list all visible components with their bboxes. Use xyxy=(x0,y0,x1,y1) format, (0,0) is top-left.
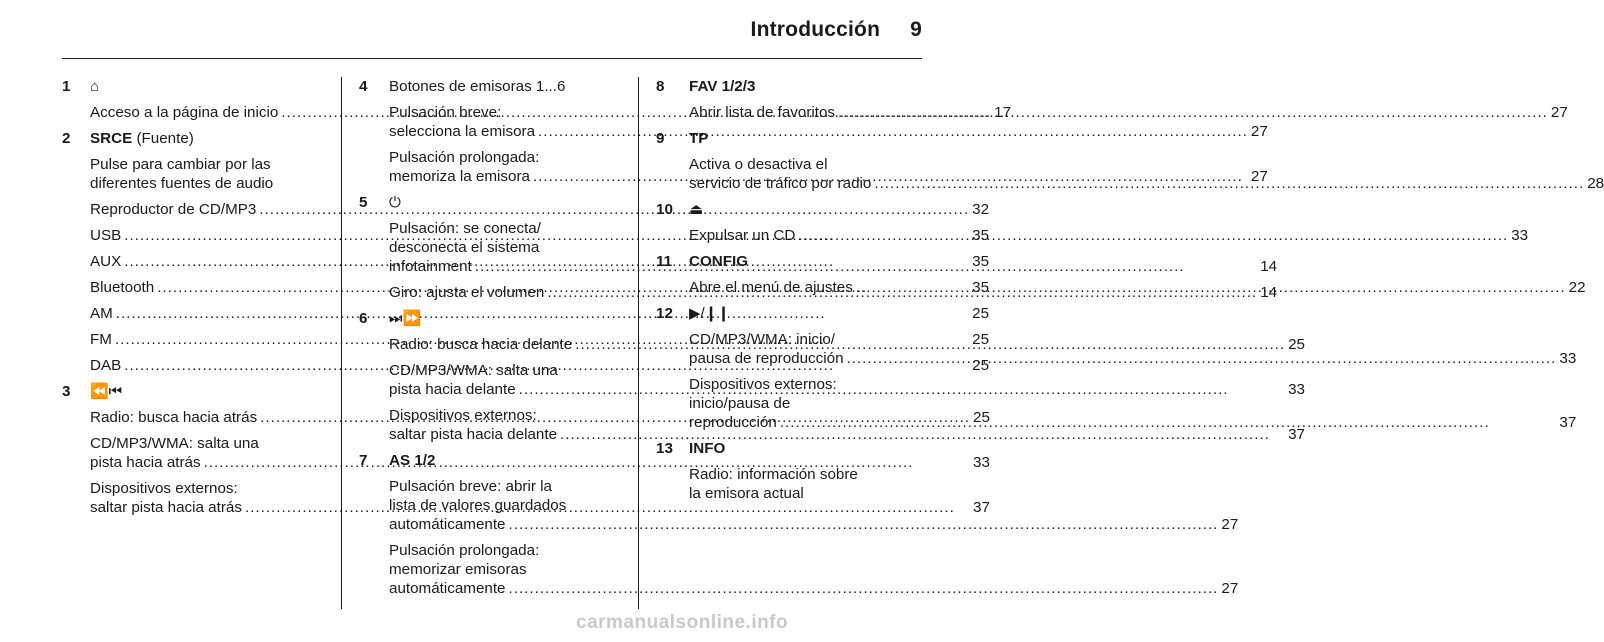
item-number: 12 xyxy=(656,305,673,322)
toc-entry: Expulsar un CD ..... 33 xyxy=(689,226,1528,245)
toc-entry: saltar pista hacia atrás ..... 37 xyxy=(90,498,990,517)
toc-entry: automáticamente ..... 27 xyxy=(389,579,1238,598)
description-line: CD/MP3/WMA: salta una xyxy=(389,362,558,379)
home-icon: ⌂ xyxy=(90,78,100,95)
item-title: TP xyxy=(689,130,709,147)
item-number: 9 xyxy=(656,130,665,147)
toc-entry: Bluetooth ..... 35 xyxy=(90,278,989,297)
toc-entry: Giro: ajusta el volumen ..... 14 xyxy=(389,283,1277,302)
watermark: carmanualsonline.info xyxy=(576,612,789,633)
toc-entry: automáticamente ..... 27 xyxy=(389,515,1238,534)
toc-entry: USB ..... 35 xyxy=(90,226,989,245)
description-line: desconecta el sistema xyxy=(389,239,540,256)
toc-entry: AM ..... 25 xyxy=(90,304,989,323)
description-line: Dispositivos externos: xyxy=(689,376,837,393)
toc-entry: pista hacia delante ..... 33 xyxy=(389,380,1305,399)
page-title: Introducción xyxy=(750,18,881,41)
description-line: Activa o desactiva el xyxy=(689,156,828,173)
toc-entry: Acceso a la página de inicio ..... 17 xyxy=(90,103,1011,122)
toc-entry: AUX ..... 35 xyxy=(90,252,989,271)
toc-entry: DAB ..... 25 xyxy=(90,356,989,375)
header-rule xyxy=(62,58,922,59)
description-line: inicio/pausa de xyxy=(689,395,791,412)
description-line: lista de valores guardados xyxy=(389,497,567,514)
toc-entry: selecciona la emisora ..... 27 xyxy=(389,122,1268,141)
item-13 xyxy=(656,439,922,503)
toc-entry: Abrir lista de favoritos ..... 27 xyxy=(689,103,1568,122)
description-line: Radio: información sobre xyxy=(689,466,858,483)
item-number: 7 xyxy=(359,452,368,469)
item-title: Botones de emisoras 1...6 xyxy=(389,78,566,95)
item-number: 8 xyxy=(656,78,665,95)
description-line: memorizar emisoras xyxy=(389,561,527,578)
toc-entry: infotainment ..... 14 xyxy=(389,257,1277,276)
page-number: 9 xyxy=(910,18,922,41)
toc-entry: memoriza la emisora ..... 27 xyxy=(389,167,1268,186)
item-8 xyxy=(656,77,1568,122)
item-title: FAV 1/2/3 xyxy=(689,78,756,95)
description-line: CD/MP3/WMA: inicio/ xyxy=(689,331,835,348)
description-line: diferentes fuentes de audio xyxy=(90,175,274,192)
description-line: Dispositivos externos: xyxy=(389,407,537,424)
item-number: 6 xyxy=(359,310,368,327)
description-line: Dispositivos externos: xyxy=(90,480,238,497)
seek-back-icon: ⏪⏮ xyxy=(90,383,123,400)
description-line: Pulsación prolongada: xyxy=(389,149,540,166)
power-icon: ⏻ xyxy=(389,194,401,211)
item-number: 5 xyxy=(359,194,368,211)
description-line: CD/MP3/WMA: salta una xyxy=(90,435,259,452)
item-title-note: (Fuente) xyxy=(136,130,194,147)
description-line: Pulsación prolongada: xyxy=(389,542,540,559)
item-title: SRCE xyxy=(90,130,133,147)
description-line: Pulse para cambiar por las xyxy=(90,156,271,173)
toc-entry: Radio: busca hacia delante ..... 25 xyxy=(389,335,1305,354)
item-number: 4 xyxy=(359,78,368,95)
item-number: 10 xyxy=(656,201,673,218)
item-title: INFO xyxy=(689,440,726,457)
item-number: 13 xyxy=(656,440,673,457)
seek-forward-icon: ⏭⏩ xyxy=(389,310,422,327)
description-line: Pulsación breve: xyxy=(389,104,502,121)
item-number: 11 xyxy=(656,253,673,270)
toc-entry: Abre el menú de ajustes ..... 22 xyxy=(689,278,1586,297)
toc-entry: Reproductor de CD/MP3 ..... 32 xyxy=(90,200,989,219)
item-number: 1 xyxy=(62,78,71,95)
page-header xyxy=(751,18,922,42)
item-title: CONFIG xyxy=(689,253,749,270)
description-line: Pulsación: se conecta/ xyxy=(389,220,541,237)
item-10 xyxy=(656,200,1529,245)
toc-entry: pista hacia atrás ..... 33 xyxy=(90,453,990,472)
toc-entry: saltar pista hacia delante ..... 37 xyxy=(389,425,1305,444)
play-pause-icon: ▶/❙❙ xyxy=(689,305,730,322)
toc-entry: reproducción ..... 37 xyxy=(689,413,1576,432)
description-line: la emisora actual xyxy=(689,485,804,502)
item-number: 2 xyxy=(62,130,71,147)
item-title: AS 1/2 xyxy=(389,452,436,469)
description-line: Pulsación breve: abrir la xyxy=(389,478,552,495)
toc-entry: Radio: busca hacia atrás ..... 25 xyxy=(90,408,990,427)
toc-entry: pausa de reproducción ..... 33 xyxy=(689,349,1576,368)
toc-entry: FM ..... 25 xyxy=(90,330,989,349)
toc-entry: servicio de tráfico por radio ..... 28 xyxy=(689,174,1604,193)
item-number: 3 xyxy=(62,383,71,400)
eject-icon: ⏏ xyxy=(689,201,704,218)
